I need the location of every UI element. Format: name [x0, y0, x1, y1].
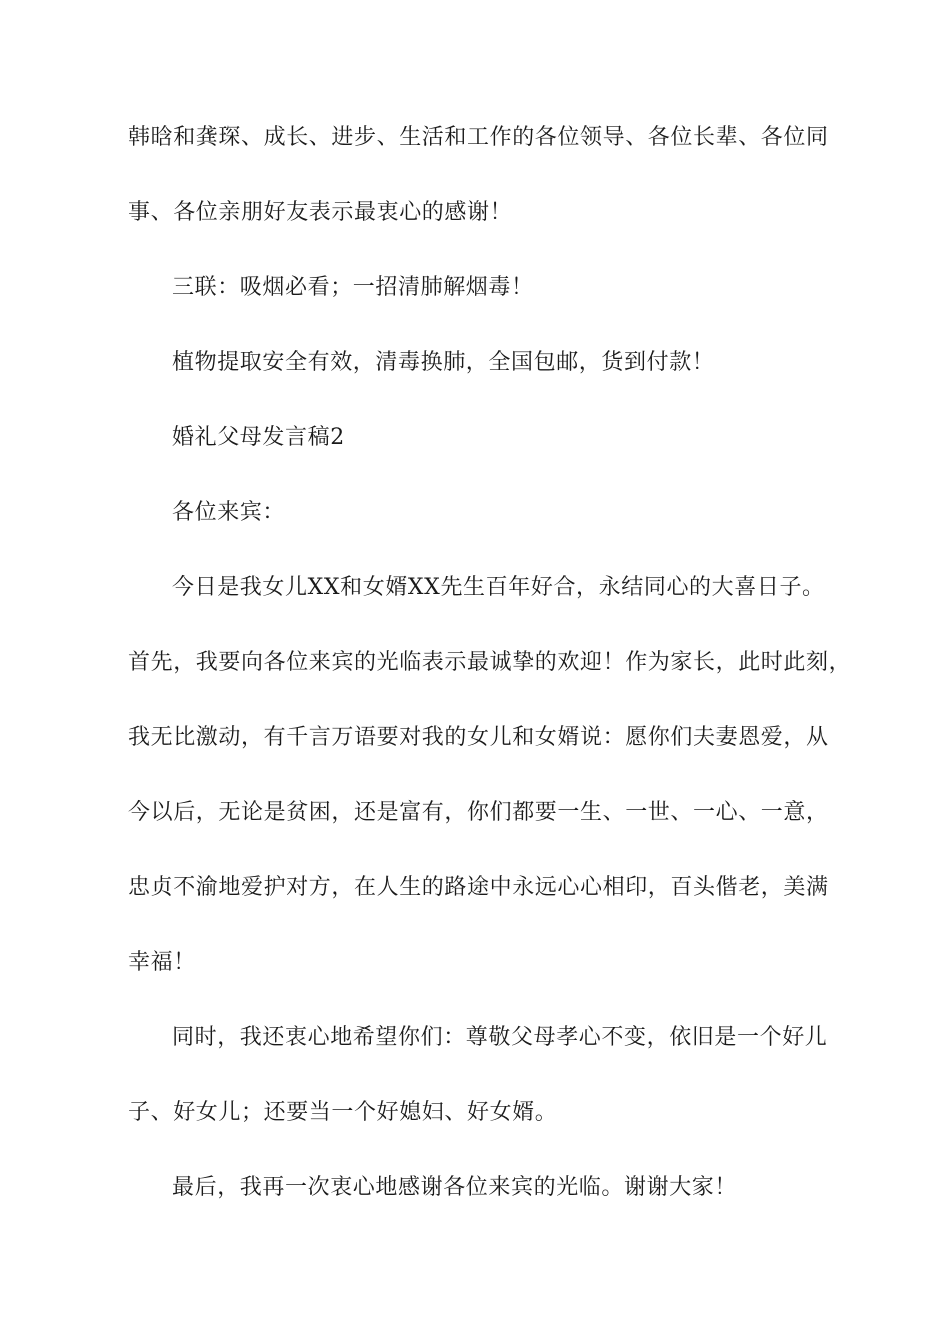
paragraph-line: 植物提取安全有效，清毒换肺，全国包邮，货到付款！ — [172, 350, 715, 375]
paragraph-line: 同时，我还衷心地希望你们：尊敬父母孝心不变，依旧是一个好儿 — [172, 1025, 828, 1050]
paragraph-line: 韩晗和龚琛、成长、进步、生活和工作的各位领导、各位长辈、各位同 — [128, 125, 829, 150]
paragraph-line: 我无比激动，有千言万语要对我的女儿和女婿说：愿你们夫妻恩爱，从 — [128, 725, 829, 750]
paragraph-line: 今以后，无论是贫困，还是富有，你们都要一生、一世、一心、一意， — [128, 800, 829, 825]
paragraph-line: 最后，我再一次衷心地感谢各位来宾的光临。谢谢大家！ — [172, 1175, 738, 1200]
paragraph-line: 三联：吸烟必看；一招清肺解烟毒！ — [172, 275, 534, 300]
paragraph-line: 首先，我要向各位来宾的光临表示最诚挚的欢迎！作为家长，此时此刻， — [128, 650, 852, 675]
salutation: 各位来宾： — [172, 500, 286, 525]
paragraph-line: 幸福！ — [128, 950, 196, 975]
paragraph-line: 今日是我女儿XX和女婿XX先生百年好合，永结同心的大喜日子。 — [172, 575, 825, 600]
paragraph-line: 忠贞不渝地爱护对方，在人生的路途中永远心心相印，百头偕老，美满 — [128, 875, 829, 900]
paragraph-line: 子、好女儿；还要当一个好媳妇、好女婿。 — [128, 1100, 558, 1125]
section-heading: 婚礼父母发言稿2 — [172, 425, 345, 450]
paragraph-line: 事、各位亲朋好友表示最衷心的感谢！ — [128, 200, 513, 225]
